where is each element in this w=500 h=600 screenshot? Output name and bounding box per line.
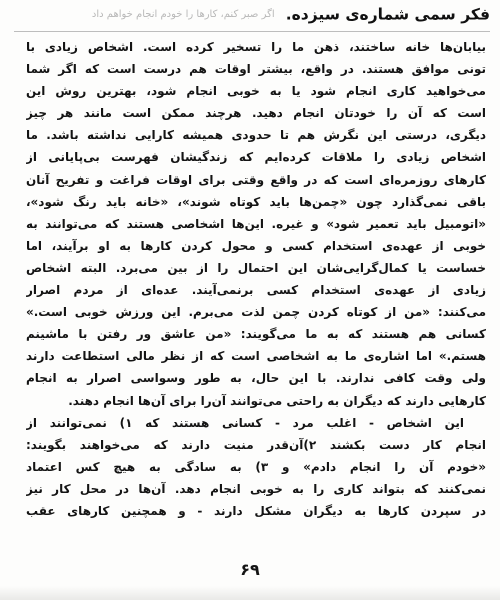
page-bottom-edge — [0, 586, 500, 600]
running-header-text: اگر صبر کنم، کارها را خودم انجام خواهم داد — [91, 9, 275, 20]
text-line: تونی موافق هستند. در واقع، بیشتر اوقات هم درست است که اگر شما — [26, 62, 486, 77]
text-line: ولی وقت کافی ندارند. با این حال، به طور وسواسی اصرار به انجام — [26, 371, 486, 386]
text-line: خوبی از عهده‌ی استخدام کسی و محول کردن کارها به او برآیند، اما — [26, 238, 486, 253]
text-line: زیادی از عهده‌ی استخدام کسی برنمی‌آیند. عده‌ای از مردم اصرار — [26, 283, 486, 298]
text-line: انجام کار دست بکشند ۲)آن‌قدر منیت دارند که می‌خواهند بگویند: — [26, 437, 486, 452]
text-line: «اتومبیل باید تعمیر شود» و غیره. این‌ها اشخاصی هستند که می‌توانند به — [26, 216, 486, 231]
text-line: خساست یا کمال‌گرایی‌شان این احتمال را از بین می‌برد. البته اشخاص — [26, 260, 486, 275]
text-line: اشخاص زیادی را ملاقات کرده‌ایم که زندگیشان فهرست بی‌پایانی از — [26, 150, 486, 165]
text-line: دیگری، درستی این نگرش هم تا حدودی همیشه کارایی نداشته باشد. ما — [26, 128, 486, 143]
text-line: می‌خواهید کاری انجام شود یا به خوبی انجام شود، بهترین روش این — [26, 84, 486, 99]
text-line: است که آن را خودتان انجام دهید. هرچند ممکن است مانند هر چیز — [26, 106, 486, 121]
header-divider — [14, 31, 490, 32]
page-header — [10, 4, 490, 30]
text-line: باقی نمی‌گذارد چون «چمن‌ها باید کوتاه شوند»، «خانه باید رنگ شود»، — [26, 194, 486, 209]
text-line: «خودم آن را انجام دادم» و ۳) به سادگی به هیچ کس اعتماد — [26, 459, 486, 474]
text-line: هستم.» اما اشاره‌ی ما به اشخاصی است که از نظر مالی استطاعت دارند — [26, 349, 486, 364]
text-line: بیابان‌ها خانه ساختند، ذهن ما را تسخیر کرده است. اشخاص زیادی با — [26, 40, 486, 54]
chapter-title: فکر سمی شماره‌ی سیزده. — [285, 5, 490, 24]
text-line: کارهایی دارند که دیگران به راحتی می‌توانند آن‌را برای آن‌ها انجام دهند. — [68, 393, 486, 408]
text-line: در سپردن کارها به دیگران مشکل دارند - و همچنین کارهای عقب — [26, 503, 486, 518]
body-text — [26, 36, 486, 522]
text-line: نمی‌کنند که بتواند کاری را به خوبی انجام دهد. آن‌ها در محل کار نیز — [26, 481, 486, 496]
text-line: کسانی هم هستند که به ما می‌گویند: «من عاشق ور رفتن با ماشینم — [26, 327, 486, 342]
text-line: این اشخاص - اغلب مرد - کسانی هستند که ۱) نمی‌توانند از — [26, 415, 465, 430]
page-number: ۶۹ — [240, 560, 260, 579]
text-line: می‌کنند: «من از کوتاه کردن چمن لذت می‌برم. این ورزش خوبی است.» — [26, 305, 486, 320]
text-line: کارهای روزمره‌ای است که در واقع وقتی برای اوقات فراغت و تفریح آنان — [26, 172, 486, 187]
